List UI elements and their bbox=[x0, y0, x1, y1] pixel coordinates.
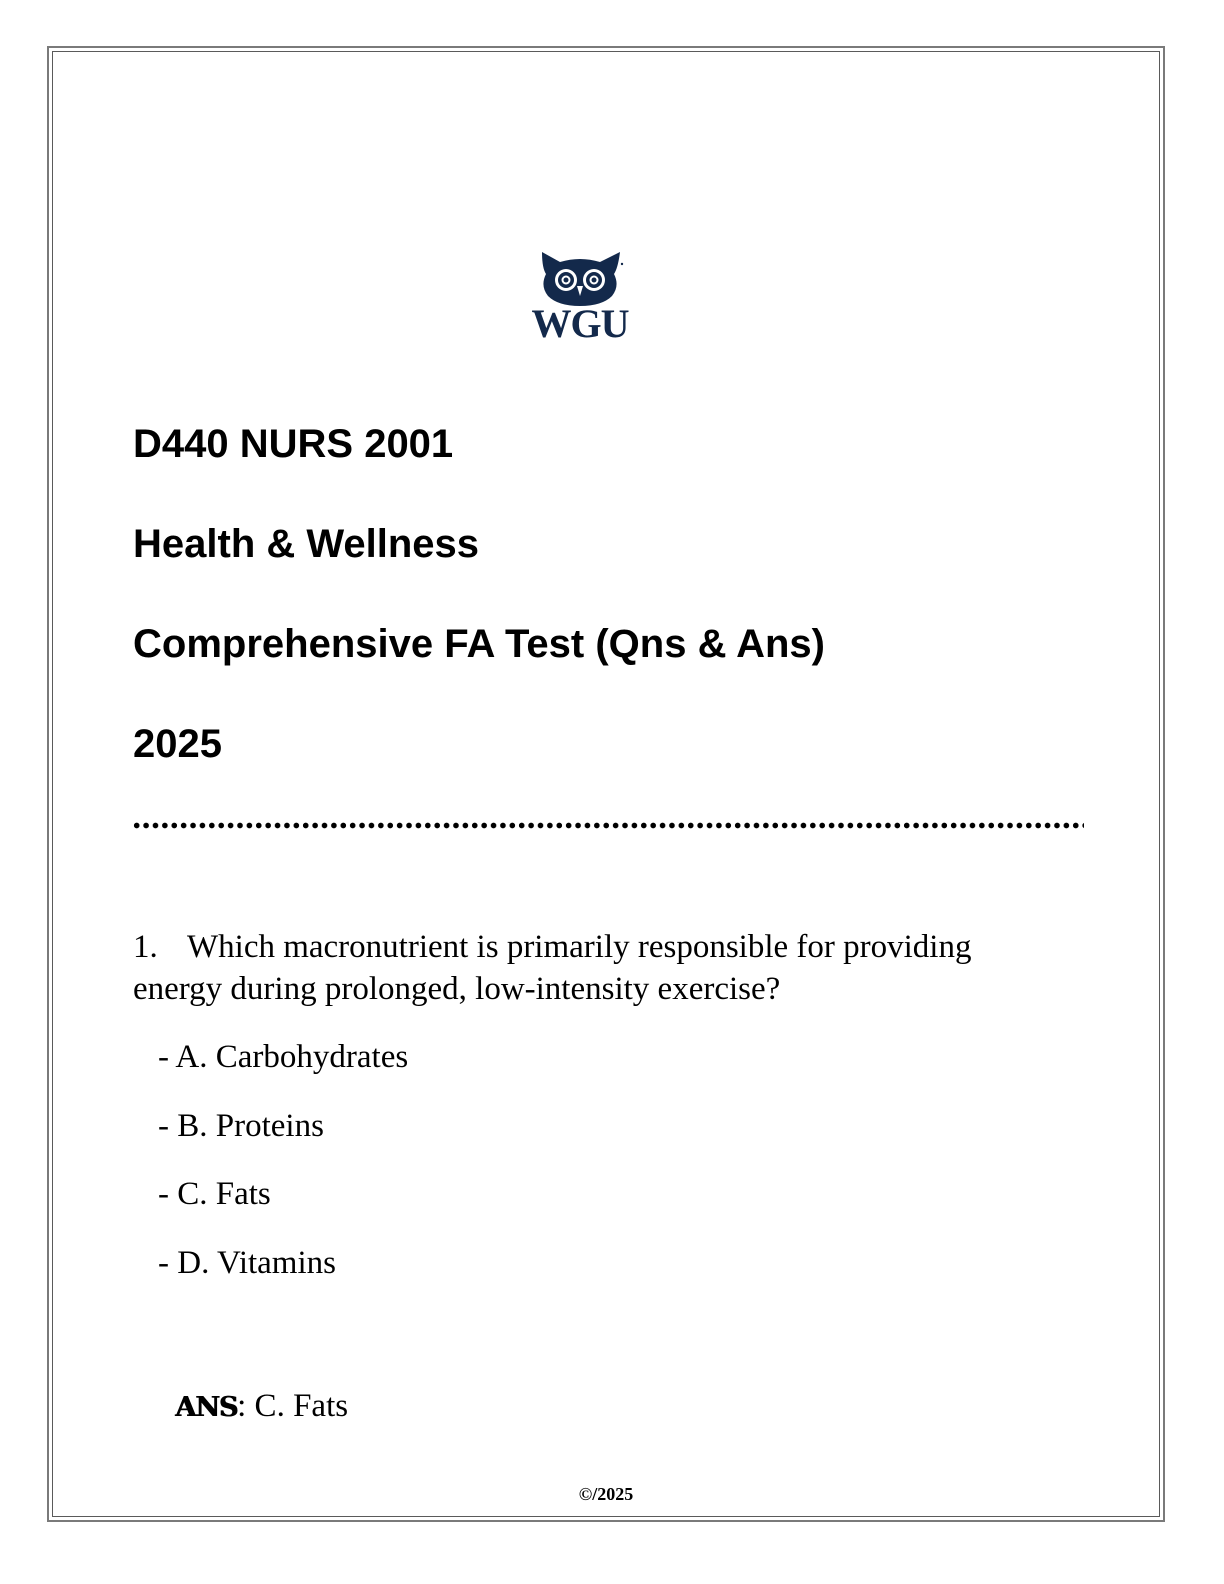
footer-copyright: ©/2025 bbox=[578, 1484, 634, 1504]
question-text bbox=[133, 926, 1063, 1010]
dotted-divider bbox=[132, 822, 1084, 829]
logo-text: WGU bbox=[531, 301, 629, 346]
question-body: Which macronutrient is primarily responsible for providing energy during prolonged, low-intensity exercise? bbox=[133, 929, 972, 1007]
wgu-logo bbox=[522, 250, 638, 346]
question-number: 1. bbox=[133, 929, 158, 965]
owl-icon bbox=[522, 250, 638, 306]
answer-text: : C. Fats bbox=[237, 1388, 349, 1424]
course-code-heading: D440 NURS 2001 bbox=[133, 422, 454, 466]
year-heading: 2025 bbox=[133, 722, 222, 766]
course-title-heading: Health & Wellness bbox=[133, 522, 480, 566]
test-title-heading: Comprehensive FA Test (Qns & Ans) bbox=[133, 622, 825, 666]
option-c: - C. Fats bbox=[158, 1176, 271, 1212]
option-d: - D. Vitamins bbox=[158, 1245, 336, 1281]
answer-label: ANS bbox=[175, 1392, 238, 1423]
option-a: - A. Carbohydrates bbox=[158, 1039, 409, 1075]
option-b: - B. Proteins bbox=[158, 1108, 324, 1144]
answer-line bbox=[175, 1386, 348, 1428]
